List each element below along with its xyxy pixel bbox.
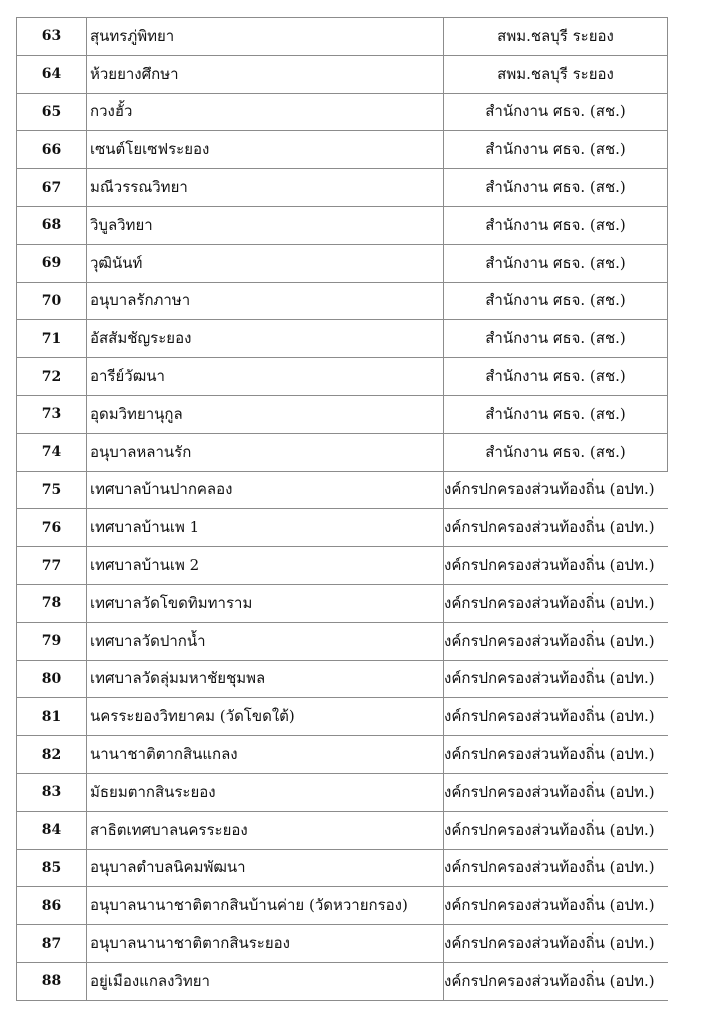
agency-cell <box>444 282 668 320</box>
agency-text: งค์กรปกครองส่วนท้องถิ่น (อปท.) <box>444 745 655 764</box>
school-name-cell: วุฒินันท์ <box>87 244 444 282</box>
agency-cell <box>444 55 668 93</box>
agency-text: งค์กรปกครองส่วนท้องถิ่น (อปท.) <box>444 934 655 953</box>
school-name-cell: อยู่เมืองแกลงวิทยา <box>87 962 444 1000</box>
row-number-cell: 77 <box>17 547 87 585</box>
row-number-cell: 63 <box>17 18 87 56</box>
row-number-cell: 70 <box>17 282 87 320</box>
row-number-cell: 75 <box>17 471 87 509</box>
agency-text: งค์กรปกครองส่วนท้องถิ่น (อปท.) <box>444 782 655 801</box>
agency-text: สำนักงาน ศธจ. (สช.) <box>485 367 626 386</box>
agency-cell <box>444 962 668 1000</box>
row-number-cell: 74 <box>17 433 87 471</box>
agency-cell <box>444 358 668 396</box>
agency-text: งค์กรปกครองส่วนท้องถิ่น (อปท.) <box>444 858 655 877</box>
row-number-cell: 76 <box>17 509 87 547</box>
agency-cell <box>444 925 668 963</box>
row-number-cell: 85 <box>17 849 87 887</box>
table-row <box>17 169 668 207</box>
table-row <box>17 282 668 320</box>
school-name-cell: มณีวรรณวิทยา <box>87 169 444 207</box>
agency-text: งค์กรปกครองส่วนท้องถิ่น (อปท.) <box>444 556 655 575</box>
agency-cell <box>444 736 668 774</box>
agency-text: สพม.ชลบุรี ระยอง <box>497 26 614 45</box>
school-name-cell: อนุบาลตำบลนิคมพัฒนา <box>87 849 444 887</box>
agency-text: งค์กรปกครองส่วนท้องถิ่น (อปท.) <box>444 518 655 537</box>
school-name-cell: นครระยองวิทยาคม (วัดโขดใต้) <box>87 698 444 736</box>
agency-text: สำนักงาน ศธจ. (สช.) <box>485 102 626 121</box>
agency-text: งค์กรปกครองส่วนท้องถิ่น (อปท.) <box>444 669 655 688</box>
agency-cell <box>444 773 668 811</box>
agency-text: สำนักงาน ศธจ. (สช.) <box>485 140 626 159</box>
row-number-cell: 69 <box>17 244 87 282</box>
agency-text: งค์กรปกครองส่วนท้องถิ่น (อปท.) <box>444 480 655 499</box>
school-name-cell: เทศบาลวัดโขดทิมทาราม <box>87 584 444 622</box>
row-number-cell: 65 <box>17 93 87 131</box>
school-name-cell: เทศบาลวัดลุ่มมหาชัยชุมพล <box>87 660 444 698</box>
agency-text: งค์กรปกครองส่วนท้องถิ่น (อปท.) <box>444 707 655 726</box>
school-name-cell: กวงฮั้ว <box>87 93 444 131</box>
row-number-cell: 73 <box>17 395 87 433</box>
agency-cell <box>444 206 668 244</box>
row-number-cell: 78 <box>17 584 87 622</box>
table-row <box>17 811 668 849</box>
school-name-cell: เซนต์โยเซฟระยอง <box>87 131 444 169</box>
agency-cell <box>444 433 668 471</box>
agency-cell <box>444 320 668 358</box>
agency-text: สำนักงาน ศธจ. (สช.) <box>485 442 626 461</box>
table-row <box>17 18 668 56</box>
agency-text: สำนักงาน ศธจ. (สช.) <box>485 291 626 310</box>
row-number-cell: 71 <box>17 320 87 358</box>
table-row <box>17 320 668 358</box>
school-name-cell: อัสสัมชัญระยอง <box>87 320 444 358</box>
row-number-cell: 72 <box>17 358 87 396</box>
table-row <box>17 773 668 811</box>
school-name-cell: เทศบาลบ้านเพ 2 <box>87 547 444 585</box>
school-name-cell: วิบูลวิทยา <box>87 206 444 244</box>
row-number-cell: 67 <box>17 169 87 207</box>
row-number-cell: 81 <box>17 698 87 736</box>
row-number-cell: 82 <box>17 736 87 774</box>
table-row <box>17 925 668 963</box>
agency-text: งค์กรปกครองส่วนท้องถิ่น (อปท.) <box>444 593 655 612</box>
agency-cell <box>444 509 668 547</box>
row-number-cell: 68 <box>17 206 87 244</box>
table-row <box>17 55 668 93</box>
table-row <box>17 395 668 433</box>
school-name-cell: อารีย์วัฒนา <box>87 358 444 396</box>
school-name-cell: นานาชาติตากสินแกลง <box>87 736 444 774</box>
agency-cell <box>444 698 668 736</box>
school-name-cell: อุดมวิทยานุกูล <box>87 395 444 433</box>
school-name-cell: เทศบาลวัดปากน้ำ <box>87 622 444 660</box>
agency-cell <box>444 849 668 887</box>
school-name-cell: ห้วยยางศึกษา <box>87 55 444 93</box>
row-number-cell: 84 <box>17 811 87 849</box>
agency-cell <box>444 18 668 56</box>
agency-cell <box>444 244 668 282</box>
school-name-cell: สุนทรภู่พิทยา <box>87 18 444 56</box>
table-row <box>17 622 668 660</box>
agency-cell <box>444 584 668 622</box>
row-number-cell: 66 <box>17 131 87 169</box>
agency-cell <box>444 131 668 169</box>
school-name-cell: อนุบาลนานาชาติตากสินระยอง <box>87 925 444 963</box>
table-row <box>17 698 668 736</box>
row-number-cell: 80 <box>17 660 87 698</box>
table-row <box>17 736 668 774</box>
table-body <box>17 18 668 1001</box>
agency-cell <box>444 887 668 925</box>
row-number-cell: 87 <box>17 925 87 963</box>
row-number-cell: 83 <box>17 773 87 811</box>
table-row <box>17 433 668 471</box>
school-name-cell: เทศบาลบ้านเพ 1 <box>87 509 444 547</box>
agency-text: งค์กรปกครองส่วนท้องถิ่น (อปท.) <box>444 820 655 839</box>
row-number-cell: 64 <box>17 55 87 93</box>
table-row <box>17 849 668 887</box>
school-name-cell: อนุบาลนานาชาติตากสินบ้านค่าย (วัดหวายกรอง) <box>87 887 444 925</box>
row-number-cell: 86 <box>17 887 87 925</box>
agency-cell <box>444 93 668 131</box>
agency-cell <box>444 169 668 207</box>
table-row <box>17 660 668 698</box>
table-row <box>17 206 668 244</box>
table-row <box>17 93 668 131</box>
table-row <box>17 962 668 1000</box>
agency-cell <box>444 660 668 698</box>
table-row <box>17 471 668 509</box>
school-list-table <box>16 17 668 1001</box>
school-name-cell: สาธิตเทศบาลนครระยอง <box>87 811 444 849</box>
table-row <box>17 584 668 622</box>
school-name-cell: เทศบาลบ้านปากคลอง <box>87 471 444 509</box>
table-row <box>17 509 668 547</box>
agency-text: งค์กรปกครองส่วนท้องถิ่น (อปท.) <box>444 971 655 990</box>
table-row <box>17 244 668 282</box>
agency-text: สำนักงาน ศธจ. (สช.) <box>485 404 626 423</box>
row-number-cell: 79 <box>17 622 87 660</box>
agency-cell <box>444 622 668 660</box>
table-row <box>17 358 668 396</box>
agency-text: สำนักงาน ศธจ. (สช.) <box>485 178 626 197</box>
agency-text: สำนักงาน ศธจ. (สช.) <box>485 215 626 234</box>
agency-cell <box>444 547 668 585</box>
agency-text: งค์กรปกครองส่วนท้องถิ่น (อปท.) <box>444 896 655 915</box>
agency-text: งค์กรปกครองส่วนท้องถิ่น (อปท.) <box>444 631 655 650</box>
school-name-cell: มัธยมตากสินระยอง <box>87 773 444 811</box>
agency-text: สพม.ชลบุรี ระยอง <box>497 64 614 83</box>
agency-cell <box>444 395 668 433</box>
school-name-cell: อนุบาลหลานรัก <box>87 433 444 471</box>
agency-cell <box>444 471 668 509</box>
agency-text: สำนักงาน ศธจ. (สช.) <box>485 253 626 272</box>
school-name-cell: อนุบาลรักภาษา <box>87 282 444 320</box>
row-number-cell: 88 <box>17 962 87 1000</box>
table-row <box>17 547 668 585</box>
table-row <box>17 131 668 169</box>
agency-cell <box>444 811 668 849</box>
agency-text: สำนักงาน ศธจ. (สช.) <box>485 329 626 348</box>
table-row <box>17 887 668 925</box>
